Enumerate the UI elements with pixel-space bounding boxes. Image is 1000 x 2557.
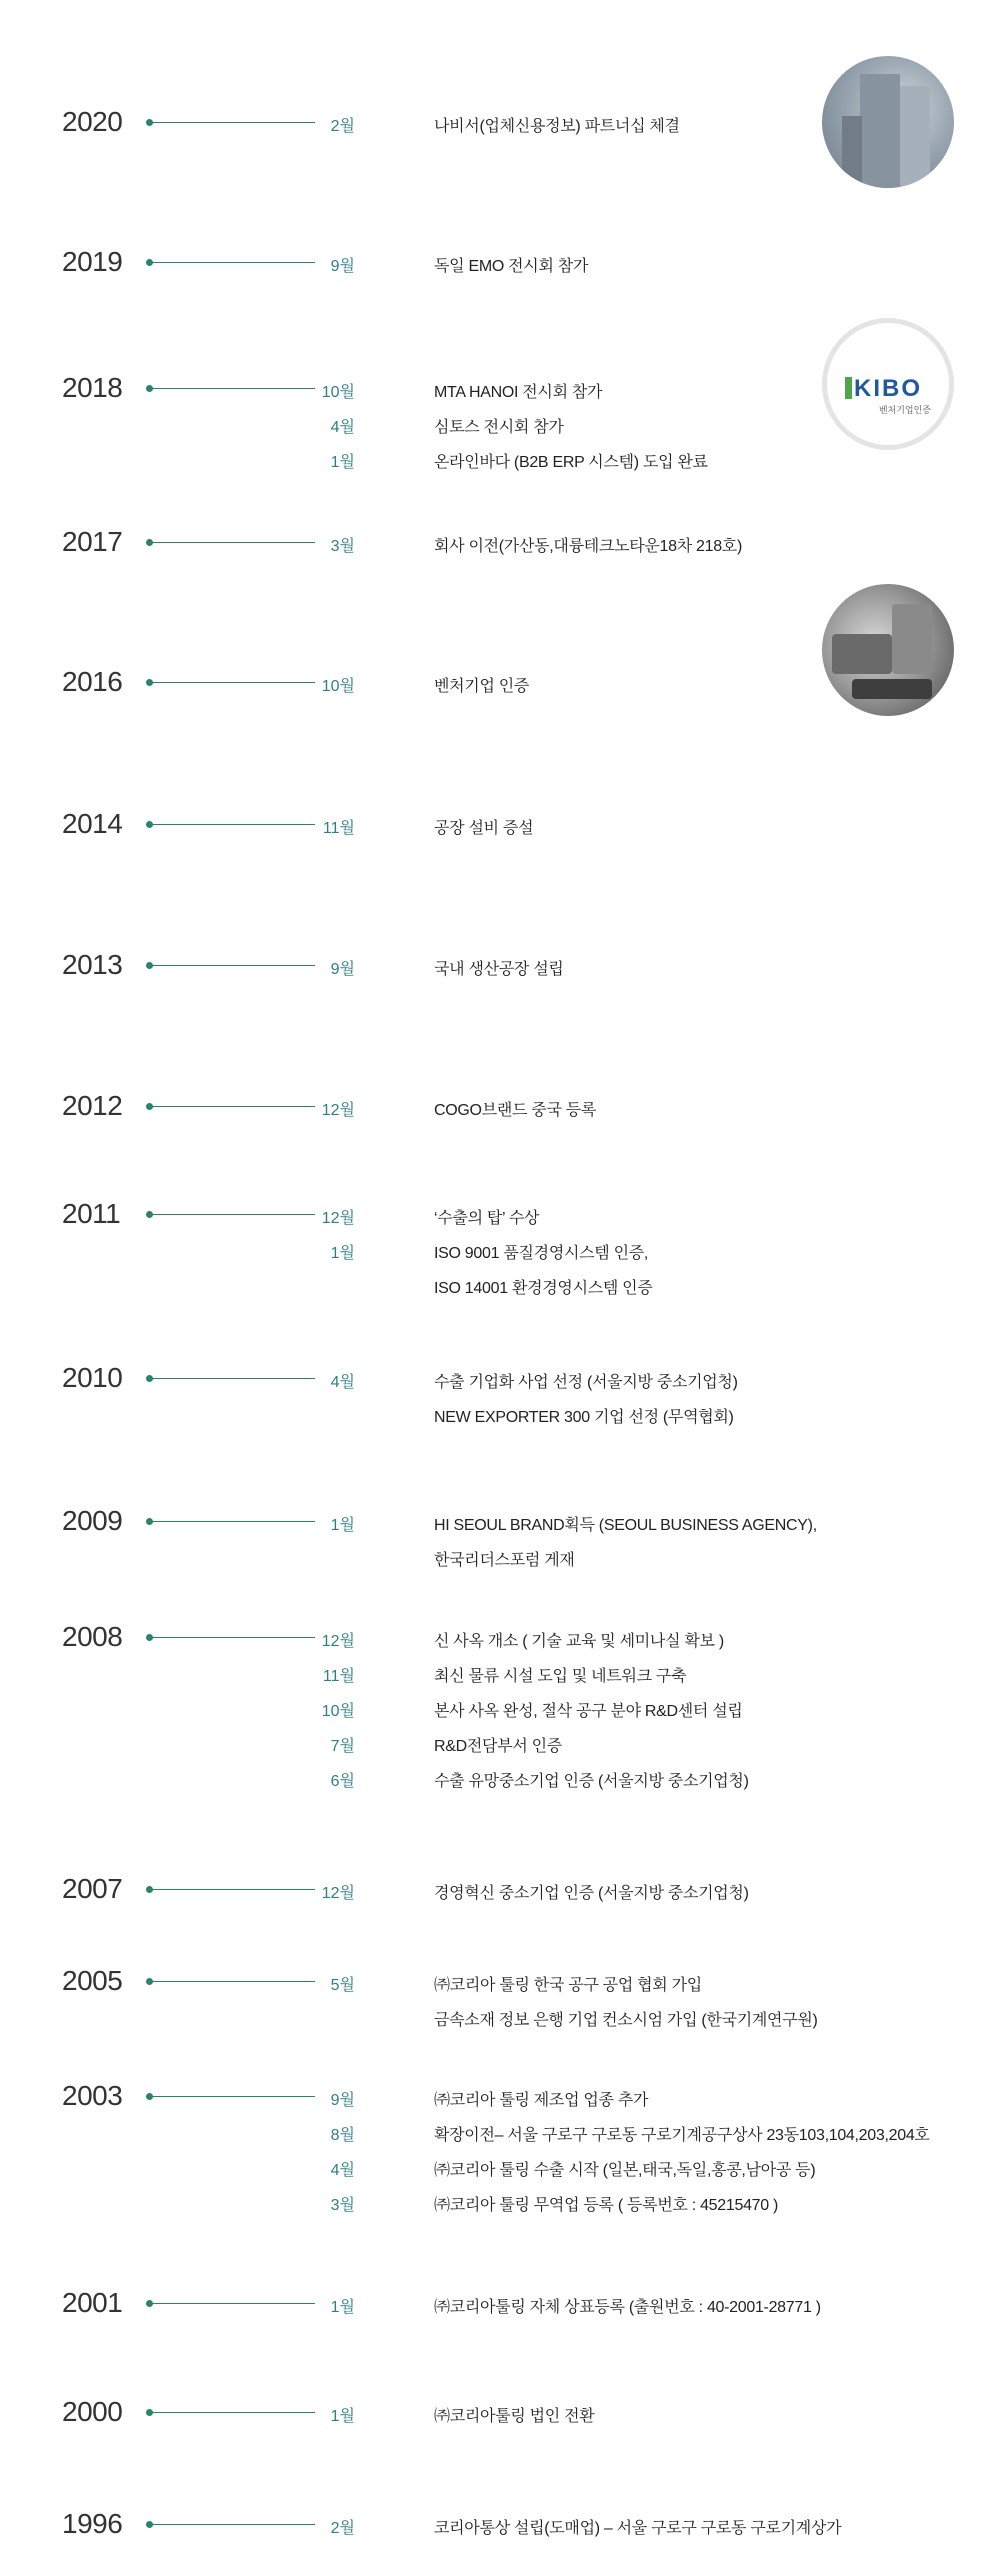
event-month: 12월 bbox=[321, 1885, 355, 1902]
event-description: 금속소재 정보 은행 기업 컨소시엄 가입 (한국기계연구원) bbox=[434, 2012, 818, 2029]
event-description: HI SEOUL BRAND획득 (SEOUL BUSINESS AGENCY), bbox=[434, 1517, 817, 1534]
event-month: 1월 bbox=[330, 1245, 355, 1262]
event-description: 신 사옥 개소 ( 기술 교육 및 세미나실 확보 ) bbox=[434, 1633, 724, 1650]
year-label: 1996 bbox=[62, 2508, 123, 2539]
year-label: 2005 bbox=[62, 1965, 123, 1996]
year-label: 2013 bbox=[62, 949, 123, 980]
event-month: 9월 bbox=[330, 961, 355, 978]
event-description: ㈜코리아 툴링 수출 시작 (일본,태국,독일,홍콩,남아공 등) bbox=[434, 2162, 816, 2179]
event-row bbox=[0, 1552, 1000, 1578]
event-row bbox=[0, 2299, 1000, 2325]
event-month: 7월 bbox=[330, 1738, 355, 1755]
event-description: 한국리더스포럼 게재 bbox=[434, 1552, 575, 1569]
year-label: 2020 bbox=[62, 106, 123, 137]
event-description: ISO 9001 품질경영시스템 인증, bbox=[434, 1245, 649, 1262]
year-label: 2010 bbox=[62, 1362, 123, 1393]
event-row bbox=[0, 1668, 1000, 1694]
event-month: 6월 bbox=[330, 1773, 355, 1790]
building-photo bbox=[822, 56, 954, 188]
event-description: 독일 EMO 전시회 참가 bbox=[434, 258, 589, 275]
event-month: 4월 bbox=[330, 419, 355, 436]
event-description: ㈜코리아 툴링 무역업 등록 ( 등록번호 : 45215470 ) bbox=[434, 2197, 779, 2214]
event-description: R&D전담부서 인증 bbox=[434, 1738, 562, 1755]
event-month: 4월 bbox=[330, 2162, 355, 2179]
year-label: 2011 bbox=[62, 1198, 121, 1229]
event-description: 공장 설비 증설 bbox=[434, 820, 534, 837]
event-month: 9월 bbox=[330, 2092, 355, 2109]
event-description: 본사 사옥 완성, 절삭 공구 분야 R&D센터 설립 bbox=[434, 1703, 743, 1720]
year-label: 2018 bbox=[62, 372, 123, 403]
event-description: 심토스 전시회 참가 bbox=[434, 419, 564, 436]
event-description: 코리아통상 설립(도매업) – 서울 구로구 구로동 구로기계상가 bbox=[434, 2520, 842, 2537]
event-description: 경영혁신 중소기업 인증 (서울지방 중소기업청) bbox=[434, 1885, 749, 1902]
event-description: ISO 14001 환경경영시스템 인증 bbox=[434, 1280, 653, 1297]
event-description: 확장이전– 서울 구로구 구로동 구로기계공구상사 23동103,104,203,204호 bbox=[434, 2127, 930, 2144]
event-description: ㈜코리아툴링 법인 전환 bbox=[434, 2408, 595, 2425]
event-description: ㈜코리아 툴링 한국 공구 공업 협회 가입 bbox=[434, 1977, 702, 1994]
event-description: NEW EXPORTER 300 기업 선정 (무역협회) bbox=[434, 1409, 734, 1426]
event-row bbox=[0, 454, 1000, 480]
event-month: 11월 bbox=[322, 820, 355, 837]
event-month: 12월 bbox=[321, 1102, 355, 1119]
kibo-venture-logo: KIBO 벤처기업인증 bbox=[822, 318, 954, 450]
year-label: 2008 bbox=[62, 1621, 123, 1652]
event-month: 5월 bbox=[330, 1977, 355, 1994]
event-month: 3월 bbox=[330, 2197, 355, 2214]
event-description: MTA HANOI 전시회 참가 bbox=[434, 384, 603, 401]
event-row bbox=[0, 1245, 1000, 1271]
event-description: 국내 생산공장 설립 bbox=[434, 961, 564, 978]
year-label: 2009 bbox=[62, 1505, 123, 1536]
year-label: 2001 bbox=[62, 2287, 123, 2318]
event-month: 10월 bbox=[321, 1703, 355, 1720]
event-month: 1월 bbox=[330, 454, 355, 471]
event-description: COGO브랜드 중국 등록 bbox=[434, 1102, 597, 1119]
event-month: 1월 bbox=[330, 2408, 355, 2425]
event-row bbox=[0, 2197, 1000, 2223]
year-label: 2014 bbox=[62, 808, 123, 839]
event-month: 1월 bbox=[330, 1517, 355, 1534]
event-month: 12월 bbox=[321, 1210, 355, 1227]
year-label: 2017 bbox=[62, 526, 123, 557]
event-month: 10월 bbox=[321, 678, 355, 695]
year-label: 2012 bbox=[62, 1090, 123, 1121]
event-row bbox=[0, 1773, 1000, 1799]
event-row bbox=[0, 2127, 1000, 2153]
event-month: 1월 bbox=[330, 2299, 355, 2316]
event-description: 수출 기업화 사업 선정 (서울지방 중소기업청) bbox=[434, 1374, 738, 1391]
year-label: 2007 bbox=[62, 1873, 123, 1904]
event-month: 10월 bbox=[321, 384, 355, 401]
event-month: 3월 bbox=[330, 538, 355, 555]
event-month: 9월 bbox=[330, 258, 355, 275]
event-row bbox=[0, 1409, 1000, 1435]
event-month: 12월 bbox=[321, 1633, 355, 1650]
event-description: 나비서(업체신용정보) 파트너십 체결 bbox=[434, 118, 680, 135]
event-description: ㈜코리아 툴링 제조업 업종 추가 bbox=[434, 2092, 649, 2109]
event-description: 벤처기업 인증 bbox=[434, 678, 530, 695]
event-row bbox=[0, 1280, 1000, 1306]
year-label: 2016 bbox=[62, 666, 123, 697]
event-description: ㈜코리아툴링 자체 상표등록 (출원번호 : 40-2001-28771 ) bbox=[434, 2299, 821, 2316]
event-row bbox=[0, 1703, 1000, 1729]
event-month: 8월 bbox=[330, 2127, 355, 2144]
event-month: 2월 bbox=[330, 2520, 355, 2537]
machine-photo bbox=[822, 584, 954, 716]
event-month: 11월 bbox=[322, 1668, 355, 1685]
event-row bbox=[0, 2162, 1000, 2188]
event-description: 온라인바다 (B2B ERP 시스템) 도입 완료 bbox=[434, 454, 708, 471]
event-description: 최신 물류 시설 도입 및 네트워크 구축 bbox=[434, 1668, 687, 1685]
event-month: 2월 bbox=[330, 118, 355, 135]
event-description: 수출 유망중소기업 인증 (서울지방 중소기업청) bbox=[434, 1773, 749, 1790]
event-description: 회사 이전(가산동,대륭테크노타운18차 218호) bbox=[434, 538, 742, 555]
event-month: 4월 bbox=[330, 1374, 355, 1391]
year-label: 2019 bbox=[62, 246, 123, 277]
event-row bbox=[0, 1738, 1000, 1764]
year-label: 2003 bbox=[62, 2080, 123, 2111]
event-description: ‘수출의 탑’ 수상 bbox=[434, 1210, 540, 1227]
event-row bbox=[0, 2012, 1000, 2038]
year-label: 2000 bbox=[62, 2396, 123, 2427]
